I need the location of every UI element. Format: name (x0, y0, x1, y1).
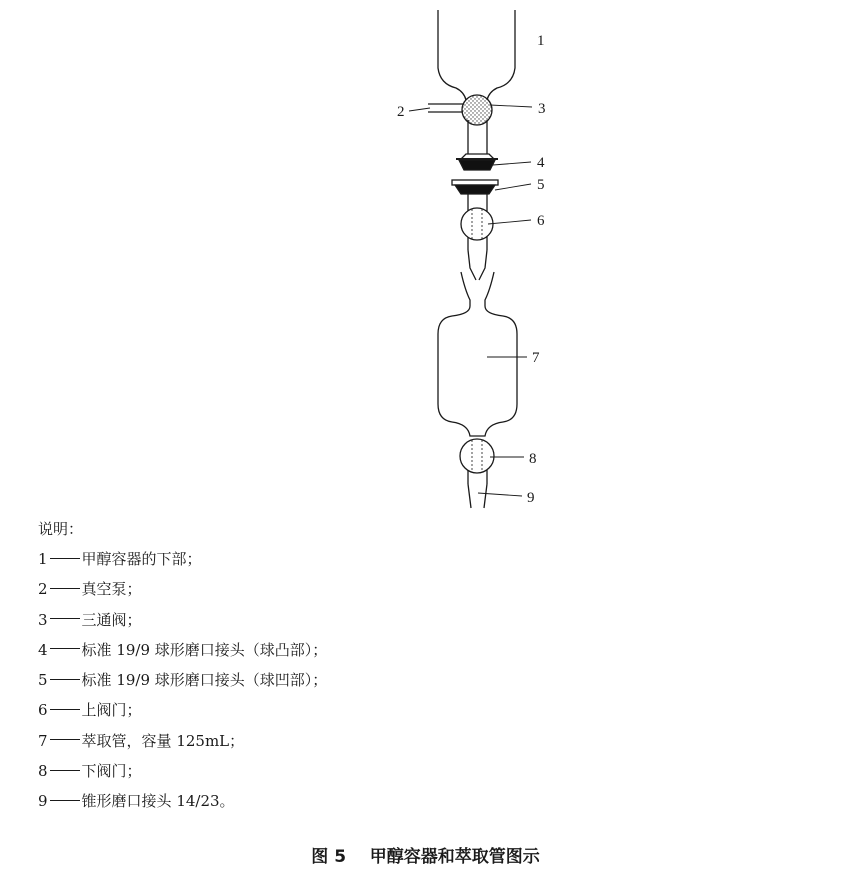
ball-joint-female (452, 180, 498, 194)
legend-text: 锥形磨口接头 14/23。 (81, 792, 235, 811)
legend-item-8 (38, 760, 798, 790)
legend-number: 4 (38, 640, 48, 659)
leader-line-9 (478, 493, 522, 496)
callout-4: 4 (537, 155, 545, 171)
legend-number: 7 (38, 731, 48, 750)
callout-8: 8 (529, 451, 537, 467)
vacuum-pump-tube (428, 104, 464, 112)
legend-item-3 (38, 609, 798, 639)
legend-dash (50, 770, 80, 771)
conical-joint (468, 484, 487, 508)
legend-number: 9 (38, 792, 48, 811)
legend-text: 上阀门； (81, 701, 142, 720)
figure-title: 甲醇容器和萃取管图示 (369, 847, 540, 867)
legend-item-5 (38, 669, 798, 699)
legend-text: 甲醇容器的下部； (81, 550, 202, 568)
leader-line-2 (409, 108, 430, 111)
ball-joint-male (456, 154, 498, 170)
legend-text: 下阀门； (81, 762, 142, 781)
legend-text: 三通阀； (81, 610, 142, 629)
legend-dash (50, 739, 80, 740)
legend-text: 标准 19/9 球形磨口接头（球凹部）； (81, 671, 328, 690)
callout-2: 2 (397, 104, 405, 120)
legend-number: 6 (38, 701, 48, 720)
three-way-valve (462, 95, 492, 125)
legend-item-7 (38, 730, 798, 760)
legend-dash (50, 618, 80, 619)
legend-number: 2 (38, 580, 48, 599)
legend-dash (50, 588, 80, 589)
legend-dash (50, 558, 80, 559)
leader-line-4 (493, 162, 531, 165)
legend-text: 萃取管，容量 125mL； (81, 731, 245, 750)
callout-6: 6 (537, 213, 545, 229)
callout-3: 3 (538, 101, 546, 117)
legend-dash (50, 709, 80, 710)
legend-dash (50, 800, 80, 801)
legend-item-6 (38, 699, 798, 729)
leader-line-5 (495, 184, 531, 190)
legend-item-2 (38, 578, 798, 608)
extraction-tube (438, 306, 517, 436)
legend-item-1 (38, 548, 798, 578)
callout-5: 5 (537, 177, 545, 193)
legend-dash (50, 648, 80, 649)
leader-line-3 (490, 105, 532, 107)
legend-number: 8 (38, 762, 48, 781)
legend-item-9 (38, 790, 798, 820)
callout-1: 1 (537, 33, 545, 49)
legend-text: 真空泵； (81, 580, 142, 599)
legend-heading: 说明： (38, 520, 84, 538)
figure-number: 图 5 (311, 847, 347, 867)
legend-text: 标准 19/9 球形磨口接头（球凸部）； (81, 640, 328, 659)
methanol-container-lower (438, 10, 466, 100)
callout-9: 9 (527, 490, 535, 506)
lower-valve (460, 439, 494, 473)
legend-number: 3 (38, 610, 48, 629)
callout-7: 7 (532, 350, 540, 366)
legend-list (38, 548, 798, 821)
legend-number: 5 (38, 671, 48, 690)
legend-item-4 (38, 639, 798, 669)
leader-line-6 (488, 220, 531, 224)
legend-number: 1 (38, 550, 48, 568)
legend-dash (50, 679, 80, 680)
legend (38, 518, 798, 821)
figure-caption (0, 842, 851, 867)
